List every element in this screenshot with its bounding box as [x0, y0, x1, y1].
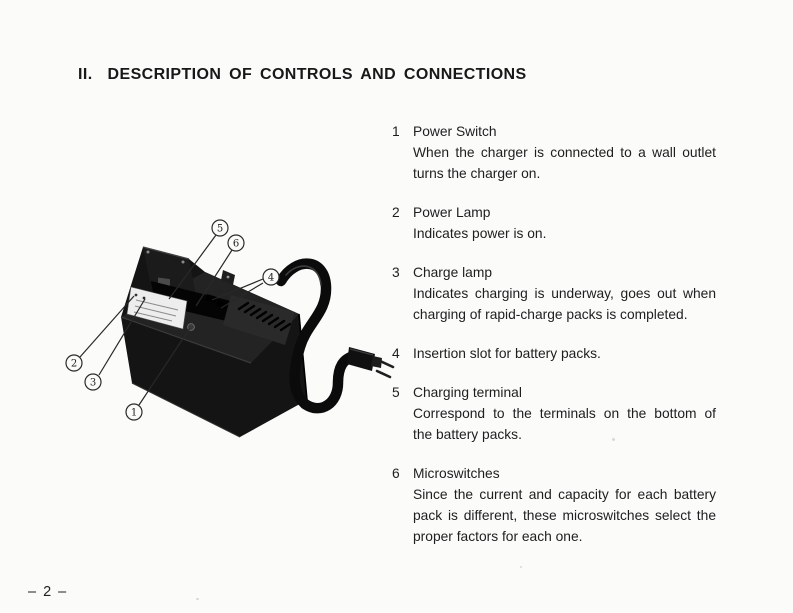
- item-description: [413, 403, 716, 445]
- item-number: 4: [392, 346, 400, 361]
- callout-3-label: 3: [89, 377, 97, 389]
- description-line: proper factors for each one.: [413, 529, 583, 544]
- list-item-charging-terminal: [392, 382, 716, 445]
- scan-speck: [520, 566, 522, 568]
- callout-4-marker: [263, 269, 279, 285]
- section-heading: [78, 66, 527, 84]
- item-title: Power Lamp: [413, 205, 491, 220]
- item-description: [413, 142, 716, 184]
- callout-2-marker: [66, 355, 82, 371]
- item-number: 6: [392, 466, 400, 481]
- callout-3-marker: [85, 374, 101, 390]
- item-title: Insertion slot for battery packs.: [413, 346, 601, 361]
- tab-screw-dot: [227, 276, 230, 279]
- item-description: [413, 484, 716, 547]
- callout-6-marker: [228, 235, 244, 251]
- item-title: Charging terminal: [413, 385, 522, 400]
- callout-5-marker: [212, 220, 228, 236]
- description-line: the battery packs.: [413, 427, 522, 442]
- list-item-insertion-slot: [392, 343, 716, 364]
- page-number: – 2 –: [28, 584, 68, 600]
- description-line: Correspond to the terminals on the bottom of: [413, 406, 716, 421]
- item-title: Microswitches: [413, 466, 500, 481]
- scan-speck: [196, 598, 199, 600]
- callout-1-label: 1: [130, 407, 138, 419]
- section-title: DESCRIPTION OF CONTROLS AND CONNECTIONS: [107, 66, 527, 83]
- description-line: Indicates charging is underway, goes out when: [413, 286, 716, 301]
- charger-illustration: [55, 215, 395, 445]
- callout-6-label: 6: [232, 238, 240, 250]
- item-description: [413, 223, 716, 244]
- callout-1-marker: [126, 404, 142, 420]
- callout-4-label: 4: [267, 272, 275, 284]
- item-number: 3: [392, 265, 400, 280]
- list-item-power-lamp: [392, 202, 716, 244]
- description-line: Since the current and capacity for each battery: [413, 487, 716, 502]
- item-title: Power Switch: [413, 124, 497, 139]
- item-number: 2: [392, 205, 400, 220]
- callout-5-label: 5: [216, 223, 224, 235]
- list-item-charge-lamp: [392, 262, 716, 325]
- screw-dot-right: [182, 261, 185, 264]
- screw-dot-left: [147, 251, 150, 254]
- controls-description-list: [392, 121, 716, 565]
- list-item-microswitches: [392, 463, 716, 547]
- description-line: charging of rapid-charge packs is completed.: [413, 307, 688, 322]
- item-description: [413, 283, 716, 325]
- description-line: When the charger is connected to a wall outlet: [413, 145, 716, 160]
- description-line: Indicates power is on.: [413, 226, 547, 241]
- power-lamp-dot: [135, 294, 138, 297]
- section-number: II.: [78, 66, 93, 83]
- charge-lamp-dot: [143, 297, 146, 300]
- charger-figure: [55, 215, 395, 445]
- scan-speck: [612, 438, 615, 441]
- description-line: pack is different, these microswitches select the: [413, 508, 716, 523]
- plug-body: [347, 347, 375, 371]
- callout-2-label: 2: [70, 358, 78, 370]
- item-title: Charge lamp: [413, 265, 492, 280]
- list-item-power-switch: [392, 121, 716, 184]
- description-line: turns the charger on.: [413, 166, 541, 181]
- item-number: 5: [392, 385, 400, 400]
- item-number: 1: [392, 124, 400, 139]
